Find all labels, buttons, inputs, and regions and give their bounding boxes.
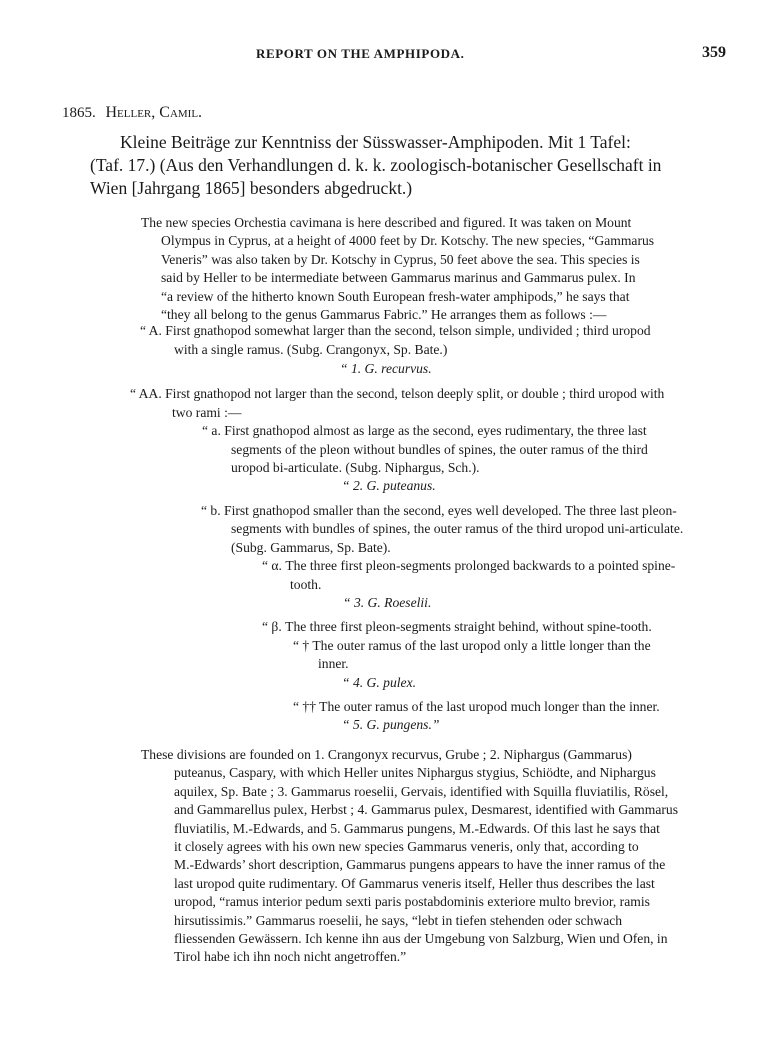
key-a-line: with a single ramus. (Subg. Crangonyx, Sp. Bate.) [174,342,448,357]
closing-line: and Gammarellus pulex, Herbst ; 4. Gammarus pulex, Desmarest, identified with Gammarus [174,802,678,818]
entry-author: Heller, Camil. [105,104,203,121]
closing-line: These divisions are founded on 1. Crangonyx recurvus, Grube ; 2. Niphargus (Gammarus) [141,747,632,762]
key-sub-a-line: uropod bi-articulate. (Subg. Niphargus, Sch.). [231,460,480,475]
intro-line: said by Heller to be intermediate between Gammarus marinus and Gammarus pulex. In [161,270,636,286]
closing-line: fliessenden Gewässern. Ich kenne ihn aus der Umgebung von Salzburg, Wien und Ofen, in [174,931,668,947]
closing-line: last uropod quite rudimentary. Of Gammarus veneris itself, Heller thus describes the last [174,875,655,891]
title-line: (Taf. 17.) (Aus den Verhandlungen d. k. k. zoologisch-botanischer Gesellschaft in [90,155,662,175]
intro-line: “they all belong to the genus Gammarus Fabric.” He arranges them as follows :— [161,307,607,323]
key-sub-b-line: “ b. First gnathopod smaller than the second, eyes well developed. The three last pleon- [201,503,677,518]
key-a-line: “ A. First gnathopod somewhat larger than the second, telson simple, undivided ; third uropod [140,323,651,338]
species-label: “ 2. G. puteanus. [342,478,436,493]
title-line: Kleine Beiträge zur Kenntniss der Süsswasser-Amphipoden. Mit 1 Tafel: [120,132,631,152]
intro-line: The new species Orchestia cavimana is here described and figured. It was taken on Mount [141,215,632,230]
closing-paragraph [141,746,731,967]
intro-line: “a review of the hitherto known South European fresh-water amphipods,” he says that [161,288,630,304]
closing-line: Tirol habe ich ihn noch nicht angetroffen.” [174,949,407,965]
species-label: “ 5. G. pungens.” [342,717,440,732]
closing-line: uropod, “ramus interior pedum sexti paris postabdominis exteriore multo brevior, ramis [174,894,650,910]
key-sub-a-line: segments of the pleon without bundles of spines, the outer ramus of the third [231,442,648,457]
key-alpha-line: “ α. The three first pleon-segments prolonged backwards to a pointed spine- [262,558,676,573]
closing-line: hirsutissimis.” Gammarus roeselii, he says, “lebt in tiefen stehenden oder schwach [174,912,623,928]
page-number: 359 [702,44,726,61]
intro-line: Olympus in Cyprus, at a height of 4000 feet by Dr. Kotschy. The new species, “Gammarus [161,233,655,249]
intro-line: Veneris” was also taken by Dr. Kotschy in Cyprus, 50 feet above the sea. This species is [161,251,640,267]
closing-line: fluviatilis, M.-Edwards, and 5. Gammarus pungens, M.-Edwards. Of this last he says that [174,820,660,836]
key-dagger-line: “ † The outer ramus of the last uropod only a little longer than the [293,638,651,653]
entry-title [90,131,730,200]
closing-line: puteanus, Caspary, with which Heller unites Niphargus stygius, Schiödte, and Niphargus [174,765,656,781]
running-title: REPORT ON THE AMPHIPODA. [256,46,465,61]
title-line: Wien [Jahrgang 1865] besonders abgedruckt.) [90,178,413,198]
closing-line: M.-Edwards’ short description, Gammarus pungens appears to have the inner ramus of the [174,857,666,873]
species-label: “ 4. G. pulex. [342,675,417,690]
entry-heading [62,104,202,122]
key-sub-b-line: (Subg. Gammarus, Sp. Bate). [231,540,391,555]
entry-year: 1865. [62,105,96,121]
key-beta-line: “ β. The three first pleon-segments straight behind, without spine-tooth. [262,619,652,634]
closing-line: aquilex, Sp. Bate ; 3. Gammarus roeselii, Gervais, identified with Squilla fluviatilis, Rösel, [174,783,669,799]
intro-paragraph [141,214,731,324]
closing-line: it closely agrees with his own new species Gammarus veneris, only that, according to [174,839,639,855]
key-dagger-line: inner. [318,656,349,671]
species-label: “ 3. G. Roeselii. [343,595,432,610]
key-sub-b-line: segments with bundles of spines, the outer ramus of the third uropod uni-articulate. [231,521,684,536]
key-alpha-line: tooth. [290,577,322,592]
key-aa-line: “ AA. First gnathopod not larger than the second, telson deeply split, or double ; third uropod with [130,386,665,401]
species-label: “ 1. G. recurvus. [340,361,432,376]
key-sub-a-line: “ a. First gnathopod almost as large as the second, eyes rudimentary, the three last [202,423,647,438]
key-ddagger-line: “ †† The outer ramus of the last uropod much longer than the inner. [293,699,660,714]
key-aa-line: two rami :— [172,405,242,420]
